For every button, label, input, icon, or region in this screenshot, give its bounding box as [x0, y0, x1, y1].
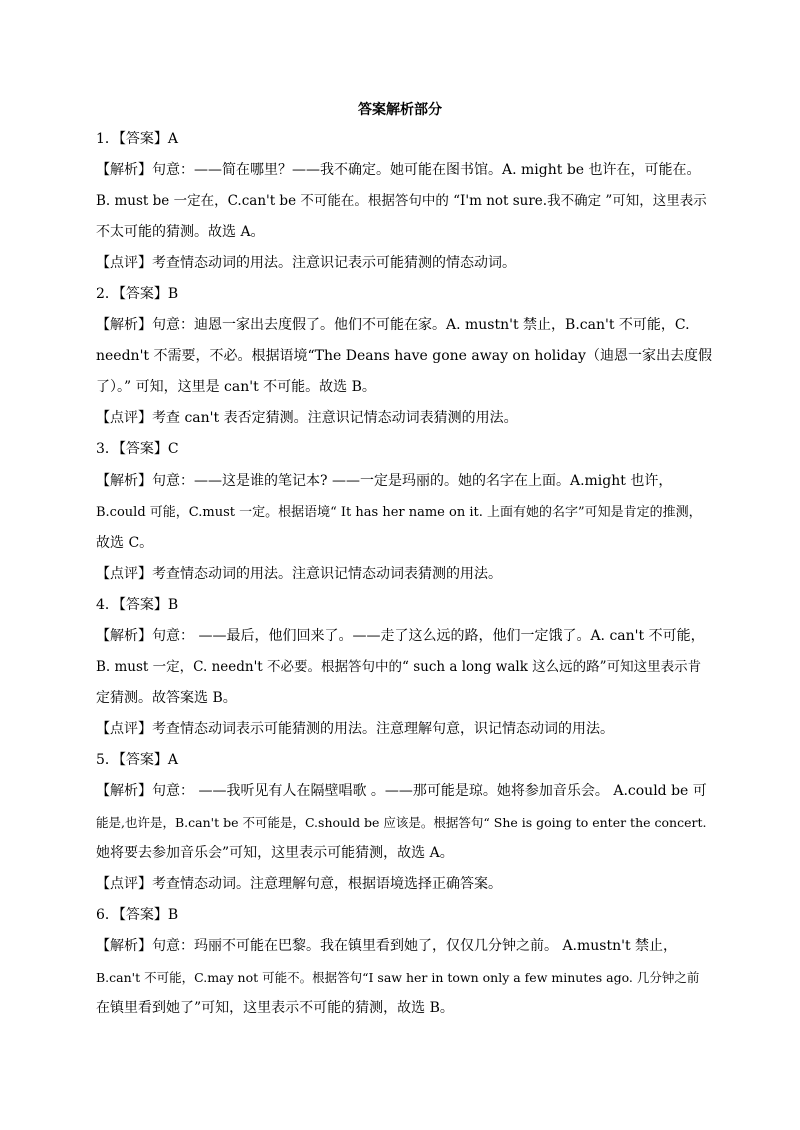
text-line: 定猜测。故答案选 B。 — [96, 689, 237, 706]
text-line: 【解析】句意： ——我听见有人在隔壁唱歌 。——那可能是琼。她将参加音乐会。 A.could be 可 — [96, 782, 707, 799]
text-line: 【解析】句意：迪恩一家出去度假了。他们不可能在家。A. mustn't 禁止，B.can't 不可能，C. — [96, 317, 690, 334]
text-line: 【点评】考查情态动词的用法。注意识记情态动词表猜测的用法。 — [96, 565, 502, 582]
text-line: 【点评】考查情态动词的用法。注意识记表示可能猜测的情态动词。 — [96, 255, 516, 272]
text-line: 【点评】考查 can't 表否定猜测。注意识记情态动词表猜测的用法。 — [96, 410, 518, 427]
text-line: 1．【答案】A — [96, 131, 179, 147]
text-line: 【解析】句意：——简在哪里？——我不确定。她可能在图书馆。A. might be 也许在，可能在。 — [96, 162, 701, 179]
answer-explanations — [96, 124, 716, 1024]
text-line: 4．【答案】B — [96, 596, 179, 613]
text-line: 故选 C。 — [96, 534, 154, 551]
text-line: 【解析】句意：——这是谁的笔记本? ——一定是玛丽的。她的名字在上面。A.might 也许， — [96, 472, 673, 489]
text-line: 【解析】句意： ——最后，他们回来了。——走了这么远的路，他们一定饿了。A. can't 不可能， — [96, 627, 705, 644]
text-line: B. must be 一定在，C.can't be 不可能在。根据答句中的 “I'm not sure.我不确定 ”可知，这里表示 — [96, 193, 707, 210]
text-line: 【点评】考查情态动词。注意理解句意，根据语境选择正确答案。 — [96, 876, 502, 893]
text-line: needn't 不需要，不必。根据语境“The Deans have gone away on holiday（迪恩一家出去度假 — [96, 348, 712, 365]
text-line: B. must 一定，C. needn't 不必要。根据答句中的“ such a long walk 这么远的路”可知这里表示肯 — [96, 658, 702, 675]
text-line: B.could 可能，C.must 一定。根据语境“ It has her name on it. 上面有她的名字”可知是肯定的推测， — [96, 504, 702, 520]
text-line: 【点评】考查情态动词表示可能猜测的用法。注意理解句意，识记情态动词的用法。 — [96, 720, 614, 737]
text-line: 不太可能的猜测。故选 A。 — [96, 224, 265, 241]
text-line: B.can't 不可能，C.may not 可能不。根据答句“I saw her in town only a few minutes ago. 几分钟之前 — [96, 970, 700, 986]
text-line: 5．【答案】A — [96, 751, 179, 768]
text-line: 3．【答案】C — [96, 441, 179, 458]
text-line: 【解析】句意：玛丽不可能在巴黎。我在镇里看到她了，仅仅几分钟之前。 A.mustn't 禁止， — [96, 938, 678, 955]
text-line: 能是,也许是，B.can't be 不可能是，C.should be 应该是。根据答句“ She is going to enter the concert. — [96, 815, 707, 831]
text-line: 她将要去参加音乐会”可知，这里表示可能猜测，故选 A。 — [96, 845, 454, 862]
page-title: 答案解析部分 — [358, 102, 442, 118]
text-line: 6．【答案】B — [96, 907, 179, 924]
text-line: 2．【答案】B — [96, 286, 179, 303]
text-line: 在镇里看到她了”可知，这里表示不可能的猜测，故选 B。 — [96, 1000, 454, 1017]
text-line: 了）。” 可知，这里是 can't 不可能。故选 B。 — [96, 379, 376, 396]
